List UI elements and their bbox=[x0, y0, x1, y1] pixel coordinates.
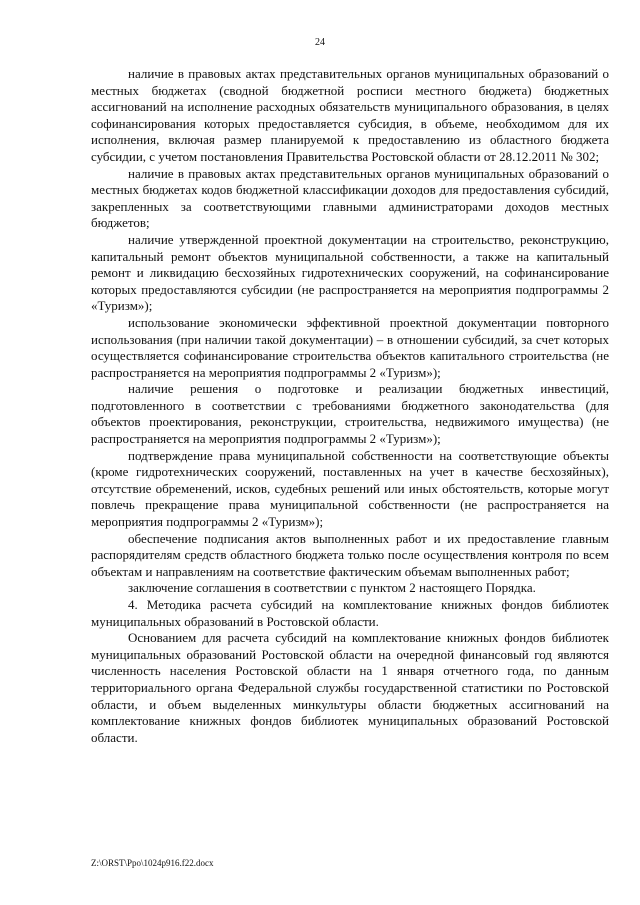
paragraph-project-documentation: наличие утвержденной проектной документации на строительство, реконструкцию, капитальный ремонт объектов муниципальной собственности, а также на капитальный ремонт и ликвидацию бесхозяйных гидротехнических сооружений, на софинансирование которых предоставляются субсидии (не распространяется на мероприятия подпрограммы 2 «Туризм»); bbox=[91, 231, 609, 314]
paragraph-property-rights: подтверждение права муниципальной собственности на соответствующие объекты (кроме гидротехнических сооружений, поставленных на учет в качестве бесхозяйных), отсутствие обременений, исков, судебных решений или иных обстоятельств, которые могут повлечь прекращение права муниципальной собственности (не распространяется на мероприятия подпрограммы 2 «Туризм»); bbox=[91, 447, 609, 530]
paragraph-investment-decision: наличие решения о подготовке и реализации бюджетных инвестиций, подготовленного в соответствии с требованиями бюджетного законодательства (для объектов проектирования, реконструкции, строительства, недвижимого имущества) (не распространяется на мероприятия подпрограммы 2 «Туризм»); bbox=[91, 381, 609, 447]
paragraph-budget-classification-codes: наличие в правовых актах представительных органов муниципальных образований о местных бюджетах кодов бюджетной классификации доходов для предоставления субсидий, закрепленных за соответствующими главными администраторами доходов местных бюджетов; bbox=[91, 165, 609, 231]
paragraph-budget-allocations: наличие в правовых актах представительных органов муниципальных образований о местных бюджетах (сводной бюджетной росписи местного бюджета) бюджетных ассигнований на исполнение расходных обязательств муниципального образования, в целях софинансирования которых предоставляется субсидия, в объеме, необходимом для их исполнения, включая размер планируемой к предоставлению из областного бюджета субсидии, с учетом постановления Правительства Ростовской области от 28.12.2011 № 302; bbox=[91, 66, 609, 164]
page-number: 24 bbox=[315, 37, 325, 48]
paragraph-agreement: заключение соглашения в соответствии с пунктом 2 настоящего Порядка. bbox=[128, 580, 536, 596]
paragraph-acts-signing: обеспечение подписания актов выполненных работ и их предоставление главным распорядителям средств областного бюджета только после осуществления контроля по всем объектам и направлениям на соответствие фактическим объемам выполненных работ; bbox=[91, 530, 609, 579]
paragraph-calculation-basis: Основанием для расчета субсидий на комплектование книжных фондов библиотек муниципальных образований Ростовской области на очередной финансовый год являются численность населения Ростовской области на 1 января отчетного года, по данным территориального органа Федеральной службы государственной статистики по Ростовской области, и объем выделенных минкультуры области бюджетных ассигнований на комплектование книжных фондов библиотек муниципальных образований Ростовской области. bbox=[91, 630, 609, 745]
file-path-footer: Z:\ORST\Ppo\1024p916.f22.docx bbox=[91, 858, 214, 868]
paragraph-reusable-documentation: использование экономически эффективной проектной документации повторного использования (при наличии такой документации) – в отношении субсидий, за счет которых осуществляется софинансирование строительства объектов капитального строительства (не распространяется на мероприятия подпрограммы 2 «Туризм»); bbox=[91, 314, 609, 380]
document-body bbox=[91, 66, 609, 746]
section-heading-methodology: 4. Методика расчета субсидий на комплектование книжных фондов библиотек муниципальных образований в Ростовской области. bbox=[91, 597, 609, 629]
